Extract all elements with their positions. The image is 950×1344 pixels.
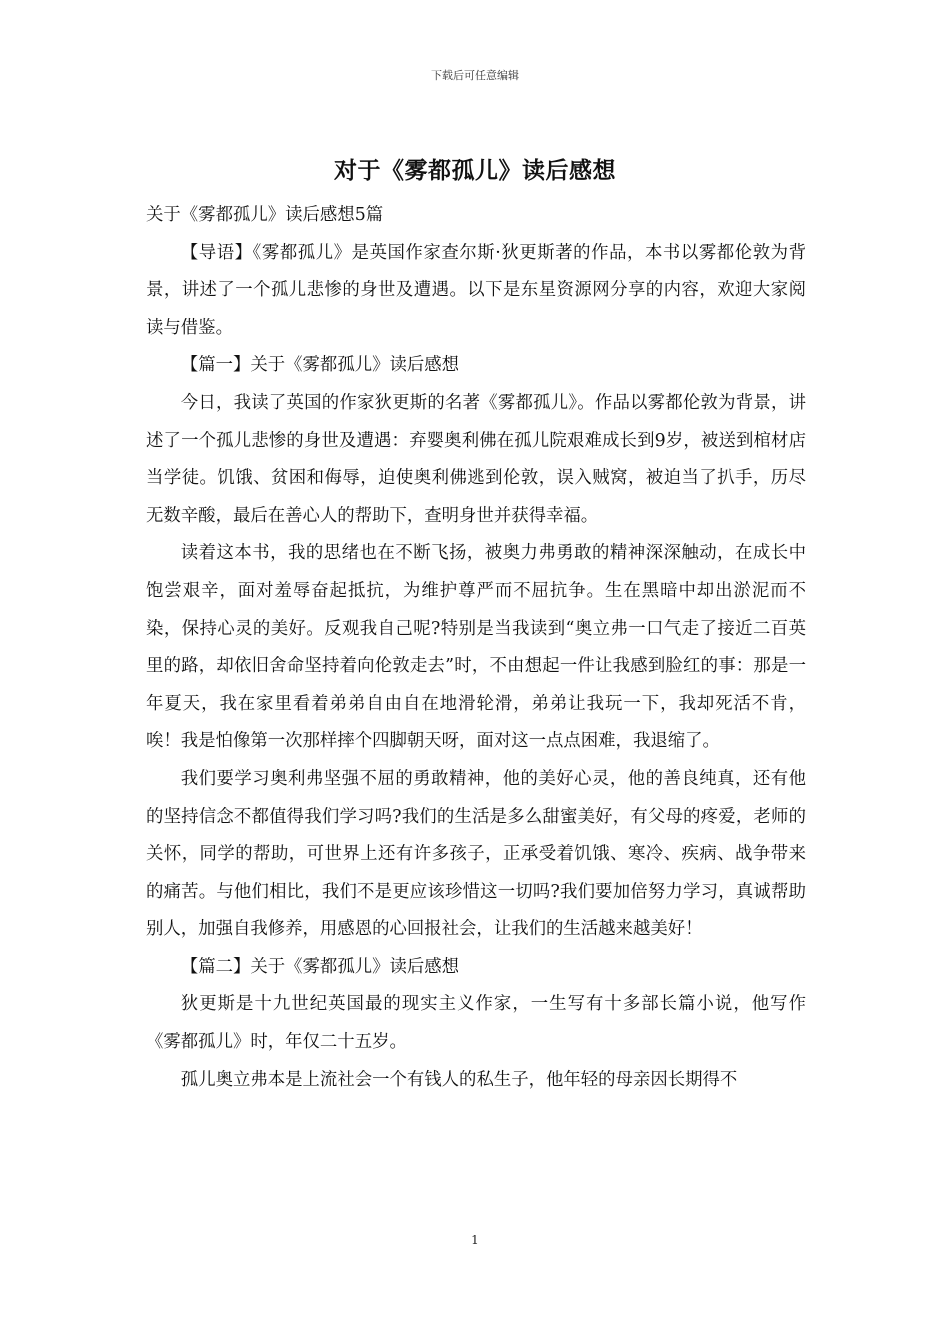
document-body xyxy=(146,197,806,1099)
section-heading-2: 【篇二】关于《雾都孤儿》读后感想 xyxy=(180,956,460,977)
body-paragraph: 我们要学习奥利弗坚强不屈的勇敢精神，他的美好心灵，他的善良纯真，还有他的坚持信念不都值得我们学习吗?我们的生活是多么甜蜜美好，有父母的疼爱，老师的关怀，同学的帮助，可世界上还有许多孩子，正承受着饥饿、寒冷、疾病、战争带来的痛苦。与他们相比，我们不是更应该珍惜这一切吗?我们要加倍努力学习，真诚帮助别人，加强自我修养，用感恩的心回报社会，让我们的生活越来越美好！ xyxy=(146,768,806,940)
document-title: 对于《雾都孤儿》读后感想 xyxy=(334,157,616,184)
body-paragraph: 今日，我读了英国的作家狄更斯的名著《雾都孤儿》。作品以雾都伦敦为背景，讲述了一个孤儿悲惨的身世及遭遇：弃婴奥利佛在孤儿院艰难成长到9岁，被送到棺材店当学徒。饥饿、贫困和侮辱，迫使奥利佛逃到伦敦，误入贼窝，被迫当了扒手，历尽无数辛酸，最后在善心人的帮助下，查明身世并获得幸福。 xyxy=(146,392,806,526)
section-heading-1: 【篇一】关于《雾都孤儿》读后感想 xyxy=(180,355,460,376)
document-subtitle: 关于《雾都孤儿》读后感想5篇 xyxy=(146,205,384,225)
body-paragraph: 孤儿奥立弗本是上流社会一个有钱人的私生子，他年轻的母亲因长期得不 xyxy=(180,1069,738,1090)
body-paragraph: 读着这本书，我的思绪也在不断飞扬，被奥力弗勇敢的精神深深触动，在成长中饱尝艰辛，面对羞辱奋起抵抗，为维护尊严而不屈抗争。生在黑暗中却出淤泥而不染，保持心灵的美好。反观我自己呢?特别是当我读到“奥立弗一口气走了接近二百英里的路，却依旧舍命坚持着向伦敦走去”时，不由想起一件让我感到脸红的事：那是一年夏天，我在家里看着弟弟自由自在地滑轮滑，弟弟让我玩一下，我却死活不肯，唉！我是怕像第一次那样摔个四脚朝天呀，面对这一点点困难，我退缩了。 xyxy=(146,543,806,752)
intro-paragraph: 【导语】《雾都孤儿》是英国作家查尔斯·狄更斯著的作品，本书以雾都伦敦为背景，讲述了一个孤儿悲惨的身世及遭遇。以下是东星资源网分享的内容，欢迎大家阅读与借鉴。 xyxy=(146,242,806,338)
page-header-note: 下载后可任意编辑 xyxy=(431,69,519,82)
page-number: 1 xyxy=(471,1233,479,1247)
body-paragraph: 狄更斯是十九世纪英国最的现实主义作家，一生写有十多部长篇小说，他写作《雾都孤儿》时，年仅二十五岁。 xyxy=(146,994,806,1053)
